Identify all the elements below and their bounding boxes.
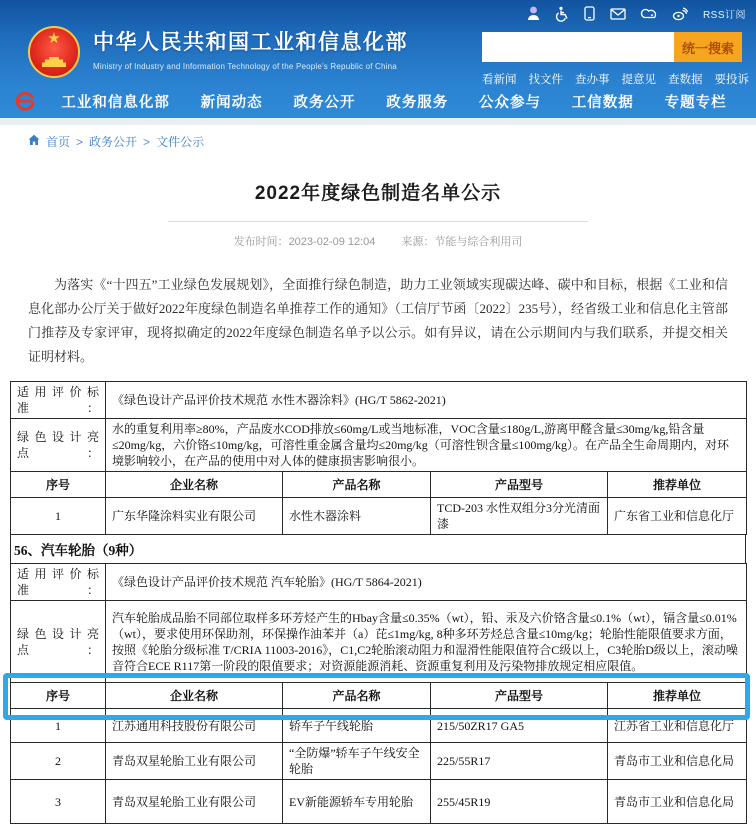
standard-value: 《绿色设计产品评价技术规范 汽车轮胎》(HG/T 5864-2021)	[106, 564, 747, 601]
breadcrumb-gov-info[interactable]: 政务公开	[89, 135, 138, 149]
highlight-label: 绿色设计亮点：	[11, 419, 106, 472]
section-title-tires: 56、汽车轮胎（9种）	[10, 534, 746, 564]
standard-label: 适用评价标准：	[11, 382, 106, 419]
quick-link-news[interactable]: 看新闻	[482, 74, 517, 86]
nav-item-gov-services[interactable]: 政务服务	[386, 94, 449, 111]
standard-value: 《绿色设计产品评价技术规范 水性木器涂料》(HG/T 5862-2021)	[106, 382, 747, 419]
nav-item-gov-info[interactable]: 政务公开	[293, 94, 356, 111]
article-body: 为落实《“十四五”工业绿色发展规划》，全面推行绿色制造，助力工业领域实现碳达峰、碳中和目标，根据《工业和信息化部办公厅关于做好2022年度绿色制造名单推荐工作的通知》（工信厅节函〔2022〕235号），经省级工业和信息化主管部门推荐及专家评审，现将拟确定的2022年度绿色制造名单予以公示。如有异议，请在公示期间内与我们联系，并提交相关证明材料。	[28, 277, 728, 364]
breadcrumb: 首页 > 政务公开 > 文件公示	[0, 125, 756, 150]
table-tires	[10, 563, 747, 824]
source-label: 来源：	[401, 236, 435, 248]
mail-icon[interactable]	[610, 8, 626, 20]
utility-bar	[527, 6, 746, 21]
weibo-icon[interactable]	[672, 7, 688, 21]
quick-link-data[interactable]: 查数据	[668, 74, 703, 86]
wechat-icon[interactable]	[641, 7, 657, 20]
table-header-row: 序号 企业名称 产品名称 产品型号 推荐单位	[11, 683, 747, 709]
nav-item-participation[interactable]: 公众参与	[479, 94, 542, 111]
table-row-highlighted: 1 江苏通用科技股份有限公司 轿车子午线轮胎 215/50ZR17 GA5 江苏省工业和信息化厅	[11, 709, 747, 743]
main-nav	[0, 84, 756, 118]
national-emblem-icon: ★	[28, 26, 80, 78]
table-header-row: 序号 企业名称 产品名称 产品型号 推荐单位	[11, 472, 747, 498]
table-coatings	[10, 381, 747, 535]
search-input[interactable]	[482, 32, 674, 62]
publish-time-label: 发布时间：	[233, 236, 289, 248]
assistant-icon[interactable]	[527, 6, 540, 21]
highlight-value: 汽车轮胎成品胎不同部位取样多环芳烃产生的Hbay含量≤0.35%（wt），铅、汞及六价铬含量≤0.1%（wt），镉含量≤0.01%（wt），要求使用环保助剂，环保操作油苯并（a）芘≤1mg/kg, 8种多环芳烃总含量≤10mg/kg；轮胎性能限值要求方面，按照《轮胎分级标准 T/CRIA 11003-2016》，C1,C2轮胎滚动阻力和湿滑性能限值符合C级以上，C3轮胎D级以上，滚动噪音符合ECE R117第一阶段的限值要求；对资源能源消耗、资源重复利用及污染物排放规定相应限值。	[106, 601, 747, 683]
site-header	[0, 0, 756, 118]
rss-subscribe-link[interactable]: RSS订阅	[702, 10, 746, 21]
table-row: 3 青岛双星轮胎工业有限公司 EV新能源轿车专用轮胎 255/45R19 青岛市工业和信息化局	[11, 780, 747, 824]
nav-item-news[interactable]: 新闻动态	[200, 94, 263, 111]
quick-link-complaint[interactable]: 要投诉	[714, 74, 749, 86]
table-row: 1 广东华隆涂料实业有限公司 水性木器涂料 TCD-203 水性双组分3分光清面漆 广东省工业和信息化厅	[11, 498, 747, 535]
site-logo[interactable]	[28, 26, 408, 78]
publish-time: 2023-02-09 12:04	[288, 236, 376, 248]
mobile-icon[interactable]	[584, 6, 595, 21]
search-area	[482, 32, 749, 87]
nav-item-data[interactable]: 工信数据	[571, 94, 634, 111]
nav-item-ministry[interactable]: 工业和信息化部	[61, 94, 170, 111]
standard-label: 适用评价标准：	[11, 564, 106, 601]
quick-link-files[interactable]: 找文件	[528, 74, 563, 86]
unified-search-button[interactable]: 统一搜索	[674, 32, 742, 62]
title-divider	[168, 221, 588, 222]
quick-link-services[interactable]: 查办事	[575, 74, 610, 86]
source: 节能与综合利用司	[434, 236, 523, 248]
breadcrumb-file-notice[interactable]: 文件公示	[156, 135, 205, 149]
breadcrumb-home[interactable]: 首页	[46, 135, 71, 149]
article-meta	[0, 233, 756, 249]
quick-link-feedback[interactable]: 提意见	[621, 74, 656, 86]
home-icon[interactable]	[28, 134, 40, 149]
nav-item-special[interactable]: 专题专栏	[664, 94, 727, 111]
highlight-label: 绿色设计亮点：	[11, 601, 106, 683]
header-separator	[0, 118, 756, 125]
wheelchair-icon[interactable]	[555, 6, 569, 21]
ministry-title-cn: 中华人民共和国工业和信息化部	[93, 31, 408, 54]
table-row: 2 青岛双星轮胎工业有限公司 “全防爆”轿车子午线安全轮胎 225/55R17 青岛市工业和信息化局	[11, 743, 747, 780]
page-title: 2022年度绿色制造名单公示	[254, 183, 502, 204]
ministry-title-en: Ministry of Industry and Information Technology of the People's Republic of China	[93, 62, 397, 71]
highlight-value: 水的重复利用率≥80%，产品废水COD排放≤60mg/L或当地标准，VOC含量≤180g/L,游离甲醛含量≤30mg/kg,铅含量≤20mg/kg，六价铬≤10mg/kg，可溶性重金属含量均≤20mg/kg（可溶性钡含量≤100mg/kg）。在产品全生命周期内，对环境影响较小，在产品的使用中对人体的健康损害影响很小。	[106, 419, 747, 472]
miit-logo-icon	[14, 90, 36, 112]
green-manufacturing-tables	[0, 381, 756, 824]
